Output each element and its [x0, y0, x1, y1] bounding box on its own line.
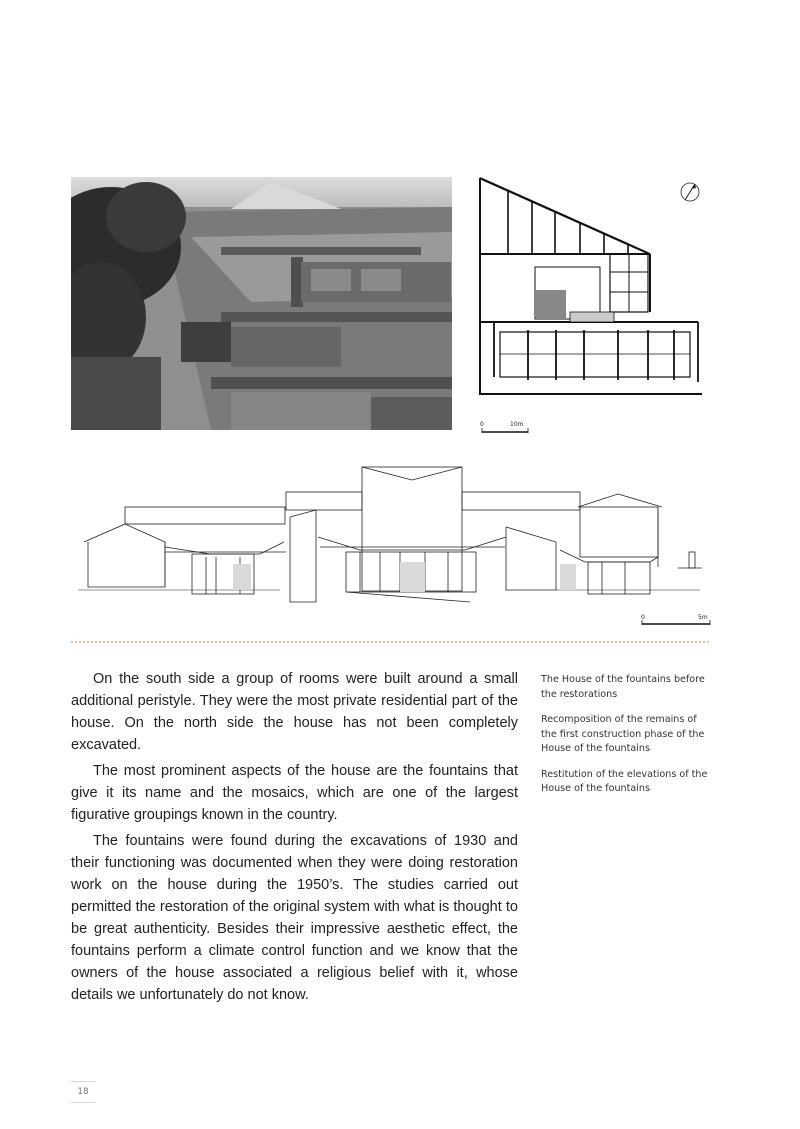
elevation-scale-zero: 0	[641, 614, 645, 621]
elevation-drawing	[70, 462, 720, 630]
page-number: 18	[71, 1081, 95, 1103]
paragraph-1: On the south side a group of rooms were built around a small additional peristyle. They were the most private residential part of the house. On the north side the house has not been completely excavated.	[71, 671, 518, 753]
plan-scale-bar	[480, 421, 528, 433]
caption-plan: Recomposition of the remains of the first construction phase of the House of the fountains	[541, 714, 705, 754]
plan-scale-zero: 0	[480, 421, 484, 428]
excavation-photo-image	[71, 177, 452, 430]
excavation-photo	[71, 177, 452, 430]
north-arrow-icon	[681, 183, 699, 201]
dotted-divider	[71, 641, 709, 643]
site-plan-drawing	[470, 172, 710, 434]
body-text	[71, 668, 518, 1010]
plan-svg	[470, 172, 710, 434]
elevation-scale-bar	[641, 614, 710, 625]
paragraph-3: The fountains were found during the excavations of 1930 and their functioning was documented when they were doing restoration work on the house during the 1950’s. The studies carried out permitted the restoration of the original system with what is thought to be great authenticity. Besides their impressive aesthetic effect, the fountains perform a climate control function and we know that the owners of the house associated a religious belief with it, whose details we unfortunately do not know.	[71, 833, 518, 1003]
elevation-scale-label: 5m	[698, 614, 708, 621]
caption-photo: The House of the fountains before the restorations	[541, 674, 705, 700]
caption-elevation: Restitution of the elevations of the House of the fountains	[541, 768, 708, 794]
figure-captions	[541, 673, 711, 808]
paragraph-2: The most prominent aspects of the house are the fountains that give it its name and the mosaics, which are one of the largest figurative groupings known in the country.	[71, 763, 518, 823]
elevation-svg	[70, 462, 720, 630]
plan-scale-label: 10m	[510, 421, 524, 428]
